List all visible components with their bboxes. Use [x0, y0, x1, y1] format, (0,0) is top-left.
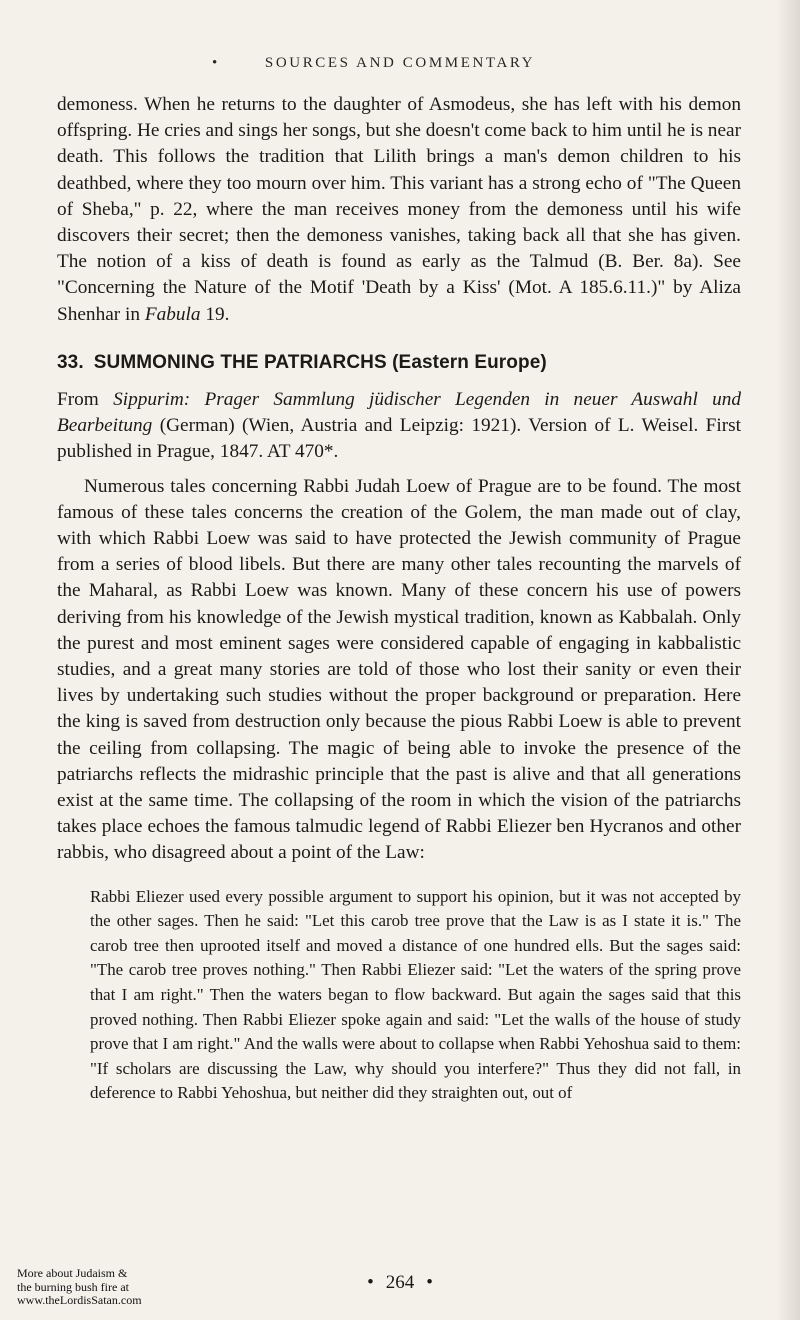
source-details: (German) (Wien, Austria and Leipzig: 1921). Version of L. Weisel. First published in Prague, 1847. AT 470*. [57, 415, 741, 463]
block-quote: Rabbi Eliezer used every possible argument to support his opinion, but it was not accepted by the other sages. Then he said: "Let this carob tree prove that the Law is as I state it is." The carob tree then uprooted itself and moved a distance of one hundred ells. But the sages said: "The carob tree proves nothing." Then Rabbi Eliezer said: "Let the waters of the spring prove that I am right." Then the waters began to flow backward. But again the sages said that this proved nothing. Then Rabbi Eliezer spoke again and said: "Let the walls of the house of study prove that I am right." And the walls were about to collapse when Rabbi Yehoshua said to them: "If scholars are discussing the Law, why should you interfere?" Thus they did not fall, in deference to Rabbi Yehoshua, but neither did they straighten out, out of [90, 886, 741, 1103]
source-paragraph [57, 387, 741, 466]
source-book-title: Sippurim: Prager Sammlung jüdischer Legenden in neuer Auswahl und Bearbeitung [57, 389, 741, 437]
section-title: SUMMONING THE PATRIARCHS (Eastern Europe) [93, 351, 547, 373]
main-paragraph: Numerous tales concerning Rabbi Judah Loew of Prague are to be found. The most famous of these tales concerns the creation of the Golem, the man made out of clay, with which Rabbi Loew was said to have protected the Jewish community of Prague from a series of blood libels. But there are many other tales recounting the marvels of the Maharal, as Rabbi Loew was known. Many of these concern his use of powers deriving from his knowledge of the Jewish mystical tradition, known as Kabbalah. Only the purest and most eminent sages were considered capable of engaging in kabbalistic studies, and a great many stories are told of those who lost their sanity or even their lives by undertaking such studies without the proper background or preparation. Here the king is saved from destruction only because the pious Rabbi Loew is able to prevent the ceiling from collapsing. The magic of being able to invoke the presence of the patriarchs reflects the midrashic principle that the past is alive and that all generations exist at the same time. The collapsing of the room in which the vision of the patriarchs takes place echoes the famous talmudic legend of Rabbi Eliezer ben Hycranos and other rabbis, who disagreed about a point of the Law: [57, 475, 741, 864]
running-head-ornament: • [212, 55, 220, 71]
page-edge-shadow [776, 0, 800, 1320]
source-prefix: From [57, 389, 99, 411]
intro-journal-title: Fabula [144, 303, 201, 325]
section-heading [57, 350, 741, 376]
watermark-line-3: www.theLordisSatan.com [17, 1293, 142, 1307]
running-head-text: SOURCES AND COMMENTARY [264, 55, 536, 71]
watermark-line-1: More about Judaism & [17, 1266, 128, 1280]
page-number: 264 [385, 1272, 415, 1293]
intro-paragraph-text: demoness. When he returns to the daughter of Asmodeus, she has left with his demon offspring. He cries and sings her songs, but she doesn't come back to him until he is near death. This follows the tradition that Lilith brings a man's demon children to his deathbed, where they too mourn over him. This variant has a strong echo of "The Queen of Sheba," p. 22, where the man receives money from the demoness until his wife discovers their secret; then the demoness vanishes, taking back all that she has given. The notion of a kiss of death is found as early as the Talmud (B. Ber. 8a). See "Concerning the Nature of the Motif 'Death by a Kiss' (Mot. A 185.6.11.)" by Aliza Shenhar in [57, 94, 741, 325]
body-text [57, 92, 741, 1106]
folio-bullet-left: • [367, 1272, 374, 1293]
watermark-text [17, 1267, 192, 1308]
watermark-line-2: the burning bush fire at [17, 1279, 129, 1294]
folio-bullet-right: • [426, 1272, 433, 1293]
running-head [0, 55, 800, 72]
intro-paragraph [57, 92, 741, 328]
section-number: 33. [57, 351, 84, 373]
intro-paragraph-end: 19. [205, 303, 230, 325]
